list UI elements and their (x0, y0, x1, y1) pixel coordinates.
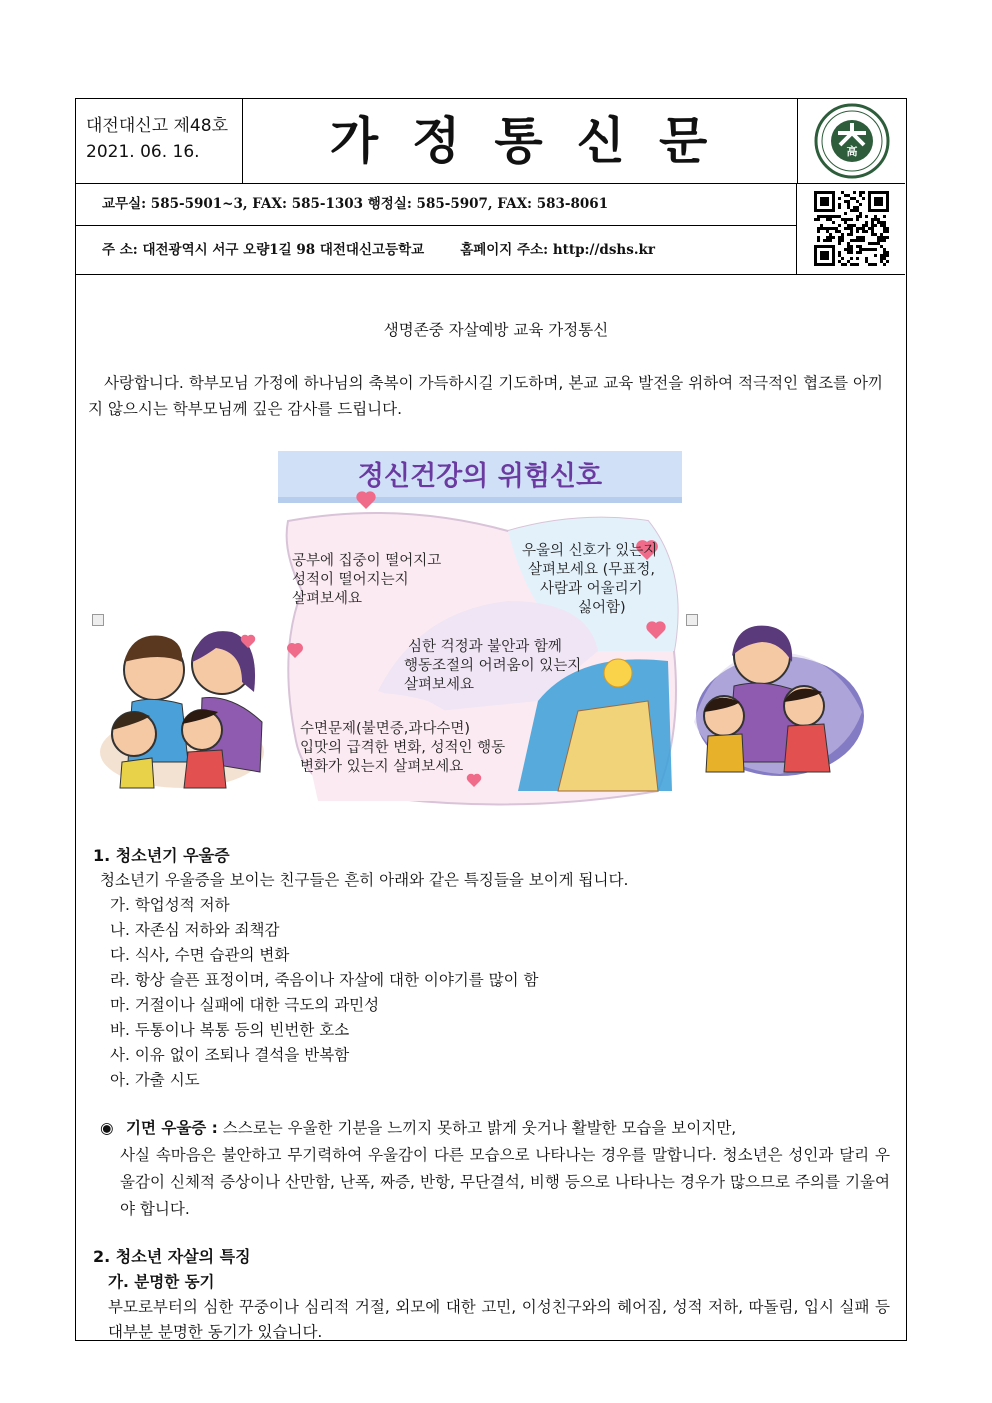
bubble3-line3: 살펴보세요 (404, 677, 475, 693)
section1-heading: 1. 청소년기 우울증 (93, 846, 230, 865)
target-bullet-icon: ◉ (100, 1119, 114, 1137)
bubble2-line4: 싫어함) (578, 600, 626, 616)
section2-text: 부모로부터의 심한 꾸중이나 심리적 거절, 외모에 대한 고민, 이성친구와의 헤어짐, 성적 저하, 따돌림, 입시 실패 등 대부분 분명한 동기가 있습니다. (108, 1298, 890, 1341)
contact-phone-row: 교무실: 585-5901~3, FAX: 585-1303 행정실: 585-5907, FAX: 583-8061 (76, 183, 797, 226)
list-item: 마. 거절이나 실패에 대한 극도의 과민성 (110, 996, 380, 1014)
masked-depression-note (100, 1115, 890, 1223)
poster-title: 정신건강의 위험신호 (357, 461, 603, 492)
homepage-link[interactable]: 홈페이지 주소: http://dshs.kr (460, 242, 656, 258)
logo-char: 高 (846, 145, 858, 158)
bubble4-line1: 수면문제(불면증,과다수면) (300, 721, 470, 737)
school-logo-icon (798, 99, 906, 183)
masked-label: 기면 우울증 : (126, 1119, 218, 1137)
subtitle: 생명존중 자살예방 교육 가정통신 (383, 321, 609, 339)
bubble3-line1: 심한 걱정과 불안과 함께 (408, 639, 562, 655)
contact-address-row (76, 226, 797, 274)
section2-subheading: 가. 분명한 동기 (108, 1273, 215, 1291)
list-item: 사. 이유 없이 조퇴나 결석을 반복함 (110, 1046, 350, 1064)
school-logo-cell (797, 99, 906, 183)
bubble2-line3: 사람과 어울리기 (540, 581, 643, 597)
bubble2-line1: 우울의 신호가 있는지 (522, 543, 658, 559)
bubble1-line2: 성적이 떨어지는지 (292, 572, 409, 588)
bubble1-line1: 공부에 집중이 떨어지고 (292, 553, 442, 569)
family-illustration-left (92, 612, 274, 792)
masked-text: 스스로는 우울한 기분을 느끼지 못하고 밝게 웃거나 활발한 모습을 보이지만, (222, 1119, 737, 1137)
bubble4-line2: 입맛의 급격한 변화, 성적인 행동 (300, 740, 506, 756)
poster-warning-signs (278, 451, 682, 807)
list-item: 라. 항상 슬픈 표정이며, 죽음이나 자살에 대한 이야기를 많이 함 (110, 971, 539, 989)
issue-number: 대전대신고 제48호 (86, 116, 228, 136)
list-item: 바. 두통이나 복통 등의 빈번한 호소 (110, 1021, 350, 1039)
bubble3-line2: 행동조절의 어려움이 있는지 (404, 658, 582, 674)
bubble2-line2: 살펴보세요 (무표정, (528, 562, 655, 578)
symptom-list (110, 893, 539, 1093)
section2-heading: 2. 청소년 자살의 특징 (93, 1247, 251, 1266)
section1-intro: 청소년기 우울증을 보이는 친구들은 흔히 아래와 같은 특징들을 보이게 됩니다. (100, 871, 629, 889)
qr-code-cell (797, 183, 905, 274)
list-item: 아. 가출 시도 (110, 1071, 200, 1089)
masked-rest: 사실 속마음은 불안하고 무기력하여 우울감이 다른 모습으로 나타나는 경우를 말합니다. 청소년은 성인과 달리 우울감이 신체적 증상이나 산만함, 난폭, 짜증, 반항, 무단결석, 비행 등으로 나타나는 경우가 많으므로 주의를 기울여야 합니다. (120, 1146, 890, 1218)
bubble4-line3: 변화가 있는지 살펴보세요 (300, 759, 464, 775)
qr-code-icon[interactable] (797, 183, 905, 274)
list-item: 다. 식사, 수면 습관의 변화 (110, 946, 290, 964)
bubble1-line3: 살펴보세요 (292, 591, 363, 607)
family-illustration-right (684, 612, 866, 782)
intro-paragraph: 사랑합니다. 학부모님 가정에 하나님의 축복이 가득하시길 기도하며, 본교 교육 발전을 위하여 적극적인 협조를 아끼지 않으시는 학부모님께 깊은 감사를 드립니다. (88, 374, 883, 418)
header-divider (76, 274, 905, 275)
issue-box (76, 99, 243, 183)
list-item: 가. 학업성적 저하 (110, 896, 230, 914)
page-title: 가정통신문 (329, 112, 742, 170)
header-row (76, 99, 905, 184)
issue-date: 2021. 06. 16. (86, 142, 200, 162)
address-text: 주 소: 대전광역시 서구 오량1길 98 대전대신고등학교 (102, 242, 425, 258)
list-item: 나. 자존심 저하와 죄책감 (110, 921, 280, 939)
